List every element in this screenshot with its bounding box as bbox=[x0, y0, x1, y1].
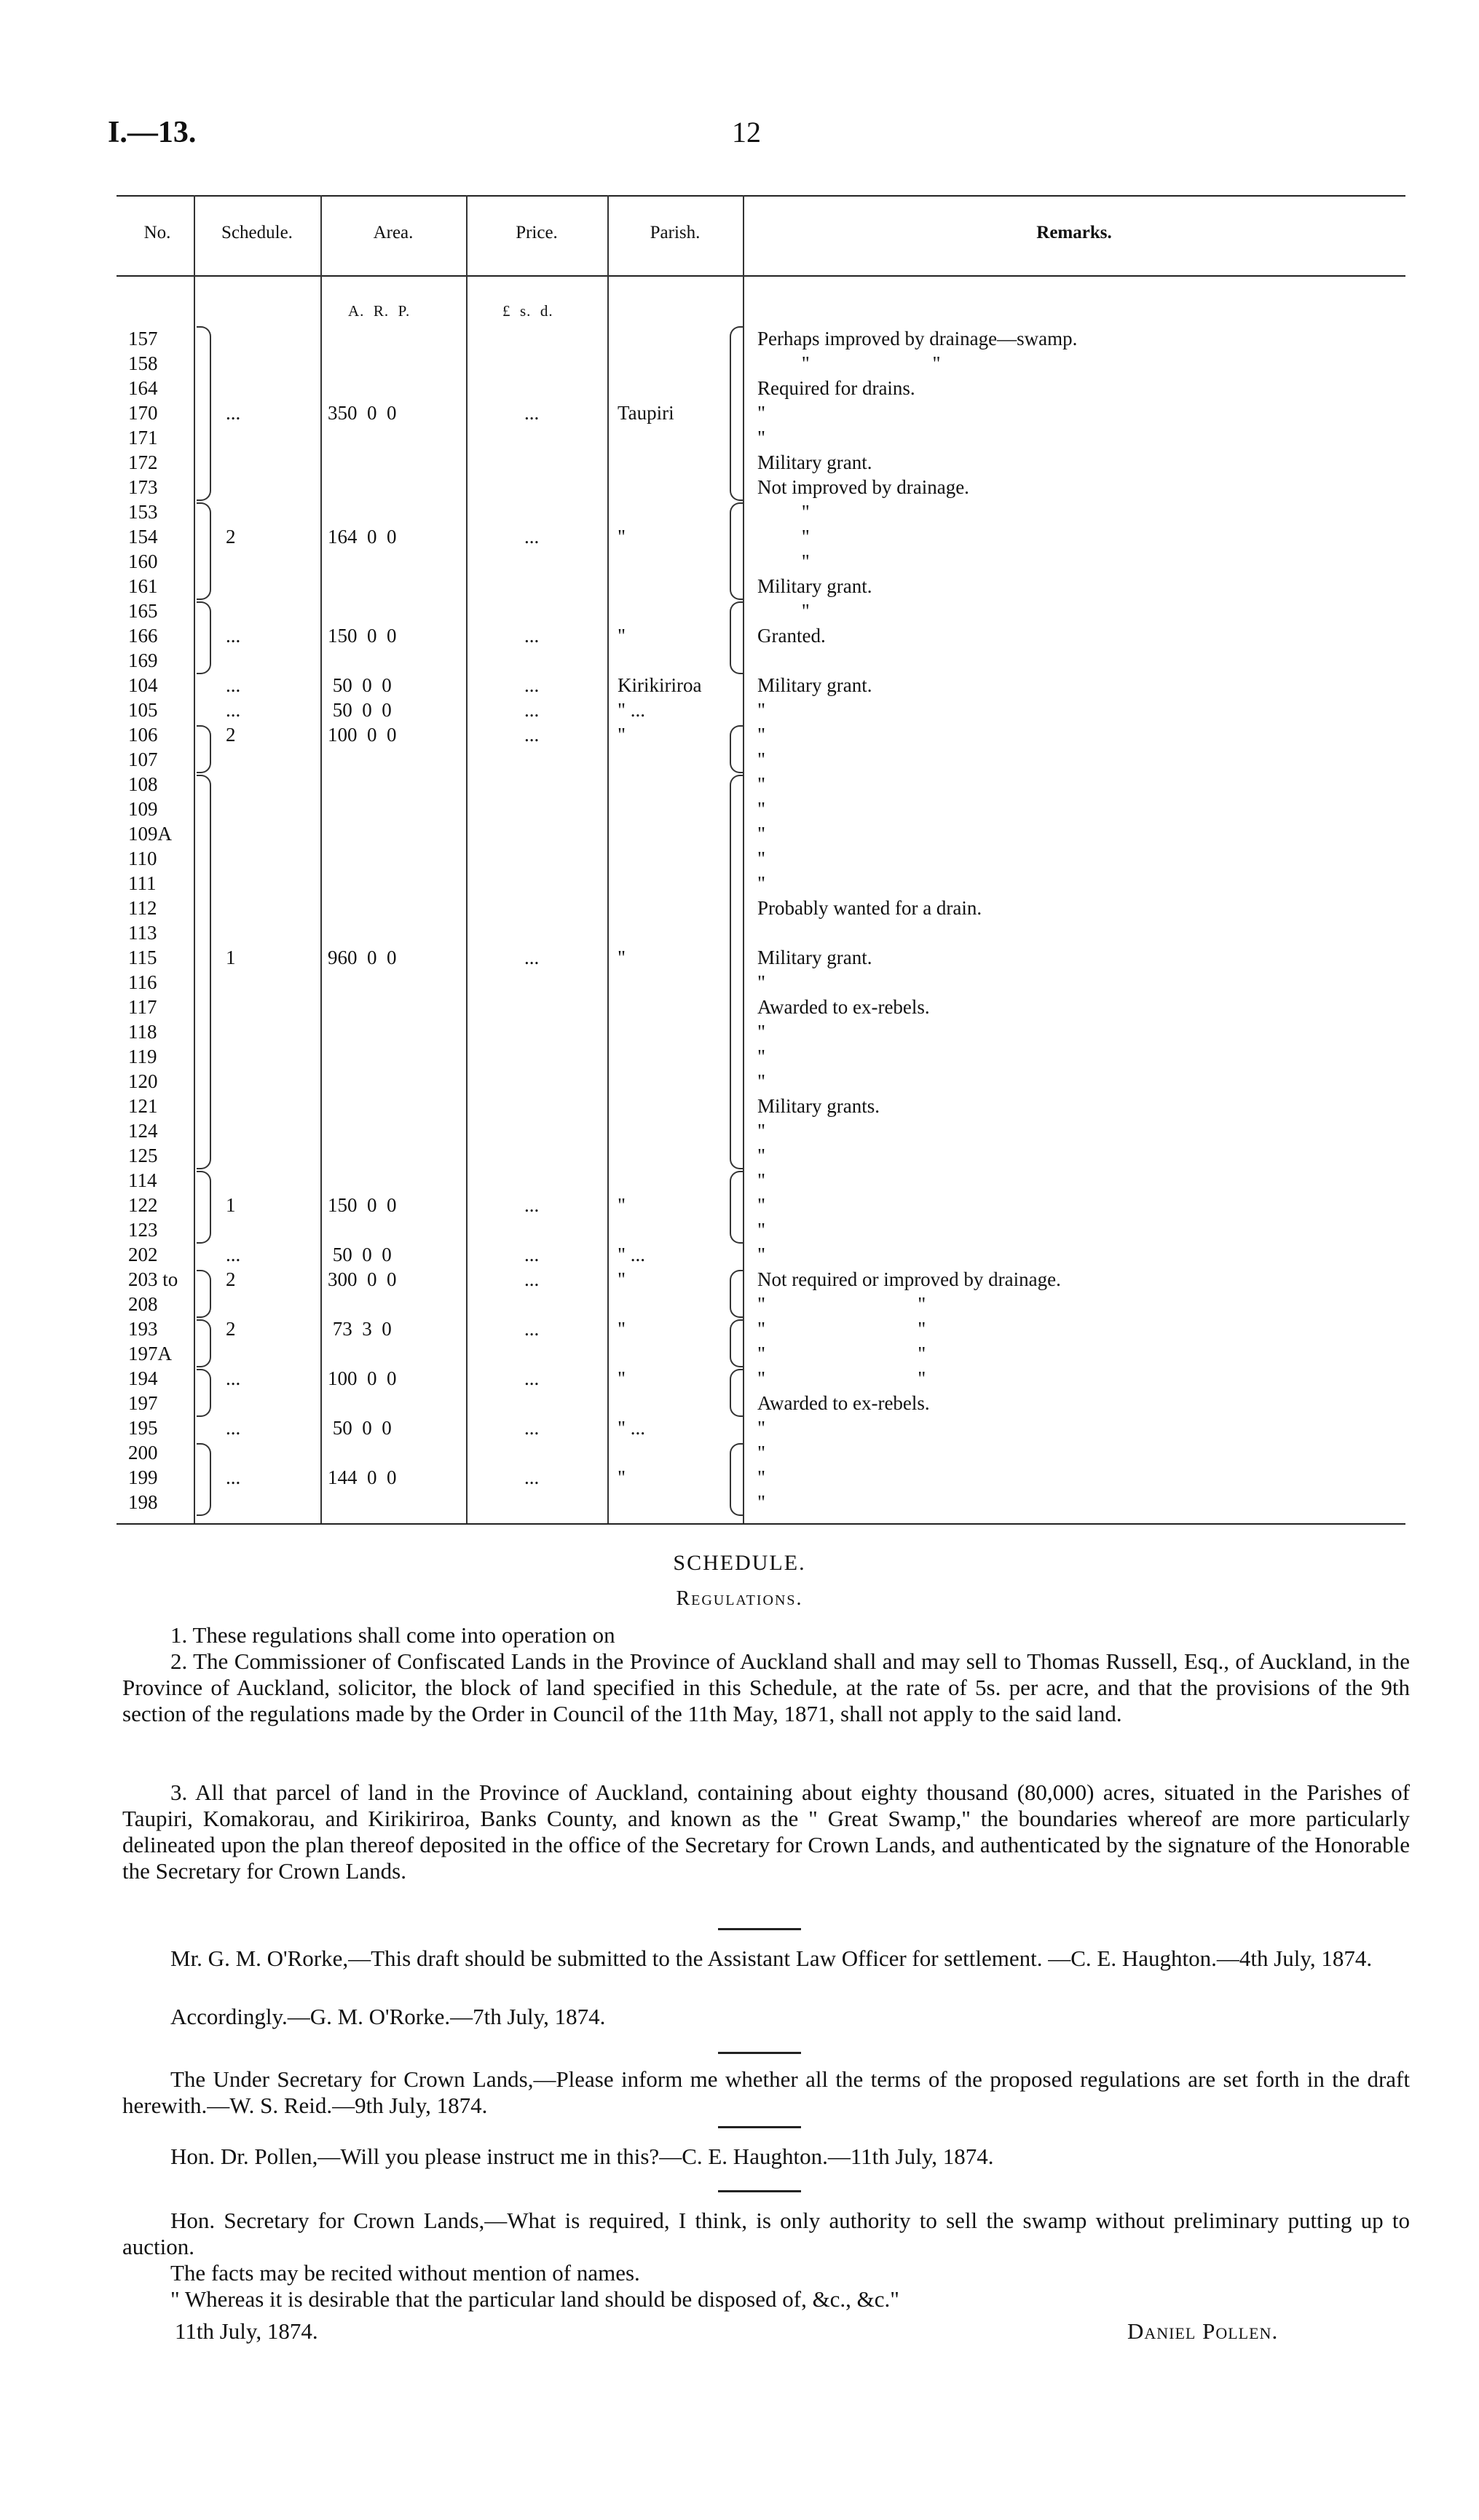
cell-no: 108 bbox=[128, 773, 158, 795]
cell-schedule: 2 bbox=[226, 724, 236, 746]
cell-no: 112 bbox=[128, 897, 157, 919]
cell-schedule: 2 bbox=[226, 1318, 236, 1340]
cell-remarks: Granted. bbox=[757, 625, 826, 647]
schedule-subtitle: Regulations. bbox=[676, 1587, 803, 1610]
cell-no: 195 bbox=[128, 1417, 158, 1439]
cell-schedule: ... bbox=[226, 699, 241, 721]
table-row bbox=[0, 1415, 1479, 1440]
cell-remarks: " bbox=[757, 1021, 766, 1043]
cell-no: 171 bbox=[128, 427, 158, 449]
cell-no: 164 bbox=[128, 377, 158, 399]
group-brace bbox=[730, 502, 744, 600]
cell-schedule: ... bbox=[226, 625, 241, 647]
cell-no: 123 bbox=[128, 1219, 158, 1241]
cell-area: 144 0 0 bbox=[328, 1466, 397, 1488]
cell-remarks: " bbox=[757, 872, 766, 894]
cell-area: 100 0 0 bbox=[328, 1367, 397, 1389]
cell-no: 115 bbox=[128, 947, 157, 968]
cell-area: 50 0 0 bbox=[328, 674, 392, 696]
cell-remarks: " bbox=[757, 724, 766, 746]
group-brace bbox=[197, 775, 211, 1169]
cell-no: 194 bbox=[128, 1367, 158, 1389]
cell-no: 117 bbox=[128, 996, 157, 1018]
cell-remarks: " " bbox=[757, 1318, 926, 1340]
cell-no: 124 bbox=[128, 1120, 158, 1142]
table-row bbox=[0, 673, 1479, 698]
cell-parish: " bbox=[618, 1194, 626, 1216]
cell-parish: " bbox=[618, 625, 626, 647]
cell-no: 109 bbox=[128, 798, 158, 820]
schedule-title: SCHEDULE. bbox=[673, 1551, 806, 1575]
cell-parish: " ... bbox=[618, 699, 646, 721]
cell-remarks: " bbox=[757, 1442, 766, 1464]
cell-parish: " ... bbox=[618, 1244, 646, 1265]
group-brace bbox=[197, 1270, 211, 1318]
cell-remarks: Awarded to ex-rebels. bbox=[757, 996, 930, 1018]
cell-no: 200 bbox=[128, 1442, 158, 1464]
cell-remarks: Not required or improved by drainage. bbox=[757, 1268, 1061, 1290]
cell-schedule: ... bbox=[226, 1466, 241, 1488]
cell-remarks: " bbox=[757, 1120, 766, 1142]
cell-area: 960 0 0 bbox=[328, 947, 397, 968]
cell-no: 113 bbox=[128, 922, 157, 944]
cell-price: ... bbox=[524, 724, 540, 746]
cell-price: ... bbox=[524, 1367, 540, 1389]
cell-remarks: " " bbox=[757, 1367, 926, 1389]
cell-price: ... bbox=[524, 526, 540, 548]
cell-no: 208 bbox=[128, 1293, 158, 1315]
cell-remarks: " " bbox=[757, 352, 941, 374]
cell-parish: " bbox=[618, 724, 626, 746]
cell-no: 153 bbox=[128, 501, 158, 523]
group-brace bbox=[730, 725, 744, 773]
cell-parish: " bbox=[618, 1318, 626, 1340]
group-brace bbox=[730, 1171, 744, 1244]
cell-price: ... bbox=[524, 1194, 540, 1216]
separator-rule bbox=[718, 2052, 801, 2054]
page-number: 12 bbox=[732, 116, 761, 149]
minute-facts: The facts may be recited without mention of names. bbox=[170, 2260, 640, 2286]
cell-remarks: Military grant. bbox=[757, 575, 872, 597]
cell-no: 193 bbox=[128, 1318, 158, 1340]
group-brace bbox=[197, 1443, 211, 1516]
cell-price: ... bbox=[524, 1466, 540, 1488]
cell-parish: Taupiri bbox=[618, 402, 674, 424]
group-brace bbox=[197, 1369, 211, 1417]
cell-remarks: " bbox=[757, 699, 766, 721]
regulation-1: 1. These regulations shall come into operation on bbox=[170, 1622, 615, 1648]
document-reference: I.—13. bbox=[108, 116, 197, 149]
cell-no: 202 bbox=[128, 1244, 158, 1265]
cell-remarks: " bbox=[757, 1417, 766, 1439]
minute-secretary: Hon. Secretary for Crown Lands,—What is required, I think, is only authority to sell the swamp without preliminary putting up to auction. bbox=[122, 2208, 1410, 2259]
cell-remarks: Perhaps improved by drainage—swamp. bbox=[757, 328, 1078, 349]
cell-price: ... bbox=[524, 402, 540, 424]
cell-area: 300 0 0 bbox=[328, 1268, 397, 1290]
group-brace bbox=[730, 1319, 744, 1367]
cell-parish: " ... bbox=[618, 1417, 646, 1439]
cell-no: 119 bbox=[128, 1046, 157, 1067]
group-brace bbox=[730, 1270, 744, 1318]
table-header-rule bbox=[117, 275, 1405, 277]
minute-whereas: " Whereas it is desirable that the particular land should be disposed of, &c., &c." bbox=[170, 2286, 899, 2312]
minute-pollen-request: Hon. Dr. Pollen,—Will you please instruct me in this?—C. E. Haughton.—11th July, 1874. bbox=[170, 2144, 994, 2169]
cell-parish: Kirikiriroa bbox=[618, 674, 702, 696]
cell-schedule: ... bbox=[226, 402, 241, 424]
minute-under-secretary: The Under Secretary for Crown Lands,—Please inform me whether all the terms of the proposed regulations are set forth in the draft herewith.—W. S. Reid.—9th July, 1874. bbox=[122, 2066, 1410, 2118]
cell-remarks: " bbox=[757, 1145, 766, 1166]
table-row bbox=[0, 1242, 1479, 1267]
group-brace bbox=[730, 1443, 744, 1516]
cell-schedule: 1 bbox=[226, 947, 236, 968]
cell-no: 107 bbox=[128, 749, 158, 770]
cell-schedule: 2 bbox=[226, 526, 236, 548]
cell-parish: " bbox=[618, 1466, 626, 1488]
col-header-schedule: Schedule. bbox=[221, 223, 293, 242]
col-header-parish: Parish. bbox=[650, 223, 701, 242]
cell-no: 157 bbox=[128, 328, 158, 349]
cell-price: ... bbox=[524, 625, 540, 647]
cell-no: 118 bbox=[128, 1021, 157, 1043]
regulation-2: 2. The Commissioner of Confiscated Lands in the Province of Auckland shall and may sell to Thomas Russell, Esq., of Auckland, in the Province of Auckland, solicitor, the block of land specified in this Schedule, at the rate of 5s. per acre, and that the provisions of the 9th section of the regulations made by the Order in Council of the 11th May, 1871, shall not apply to the said land. bbox=[122, 1648, 1410, 1726]
cell-no: 160 bbox=[128, 550, 158, 572]
col-header-no: No. bbox=[143, 223, 171, 242]
cell-area: 164 0 0 bbox=[328, 526, 397, 548]
cell-no: 154 bbox=[128, 526, 158, 548]
cell-schedule: ... bbox=[226, 1417, 241, 1439]
cell-no: 110 bbox=[128, 848, 157, 869]
cell-remarks: Military grant. bbox=[757, 451, 872, 473]
cell-remarks: " bbox=[757, 1466, 766, 1488]
cell-remarks: Military grants. bbox=[757, 1095, 880, 1117]
cell-area: 73 3 0 bbox=[328, 1318, 392, 1340]
group-brace bbox=[197, 725, 211, 773]
cell-no: 169 bbox=[128, 649, 158, 671]
separator-rule bbox=[718, 1928, 801, 1930]
cell-remarks: Military grant. bbox=[757, 947, 872, 968]
cell-parish: " bbox=[618, 526, 626, 548]
cell-remarks: " bbox=[757, 526, 810, 548]
price-units: £ s. d. bbox=[502, 302, 553, 320]
group-brace bbox=[197, 502, 211, 600]
table-top-rule bbox=[117, 195, 1405, 197]
cell-no: 197A bbox=[128, 1343, 172, 1364]
cell-remarks: Probably wanted for a drain. bbox=[757, 897, 982, 919]
cell-area: 150 0 0 bbox=[328, 625, 397, 647]
signature: Daniel Pollen. bbox=[1127, 2318, 1279, 2344]
cell-schedule: ... bbox=[226, 1244, 241, 1265]
group-brace bbox=[730, 601, 744, 674]
cell-remarks: " bbox=[757, 427, 766, 449]
cell-no: 199 bbox=[128, 1466, 158, 1488]
cell-no: 104 bbox=[128, 674, 158, 696]
cell-no: 122 bbox=[128, 1194, 158, 1216]
group-brace bbox=[197, 1319, 211, 1367]
cell-remarks: " bbox=[757, 798, 766, 820]
cell-no: 203 to bbox=[128, 1268, 178, 1290]
cell-schedule: 2 bbox=[226, 1268, 236, 1290]
cell-parish: " bbox=[618, 947, 626, 968]
cell-no: 170 bbox=[128, 402, 158, 424]
cell-area: 50 0 0 bbox=[328, 1244, 392, 1265]
cell-remarks: " bbox=[757, 1070, 766, 1092]
cell-area: 50 0 0 bbox=[328, 699, 392, 721]
cell-price: ... bbox=[524, 1318, 540, 1340]
minute-accordingly: Accordingly.—G. M. O'Rorke.—7th July, 1874. bbox=[170, 2004, 606, 2029]
cell-no: 114 bbox=[128, 1169, 157, 1191]
cell-remarks: " bbox=[757, 1194, 766, 1216]
cell-price: ... bbox=[524, 947, 540, 968]
cell-no: 172 bbox=[128, 451, 158, 473]
group-brace bbox=[730, 775, 744, 1169]
cell-remarks: Not improved by drainage. bbox=[757, 476, 969, 498]
cell-no: 161 bbox=[128, 575, 158, 597]
cell-no: 125 bbox=[128, 1145, 158, 1166]
cell-no: 109A bbox=[128, 823, 172, 845]
cell-remarks: " bbox=[757, 823, 766, 845]
group-brace bbox=[197, 326, 211, 501]
cell-remarks: " bbox=[757, 1169, 766, 1191]
cell-no: 105 bbox=[128, 699, 158, 721]
group-brace bbox=[197, 1171, 211, 1244]
cell-remarks: " bbox=[757, 773, 766, 795]
cell-remarks: " bbox=[757, 1219, 766, 1241]
cell-remarks: " bbox=[757, 550, 810, 572]
area-units: A. R. P. bbox=[348, 302, 411, 320]
cell-remarks: " bbox=[757, 1491, 766, 1513]
cell-no: 198 bbox=[128, 1491, 158, 1513]
cell-price: ... bbox=[524, 699, 540, 721]
group-brace bbox=[197, 601, 211, 674]
cell-no: 173 bbox=[128, 476, 158, 498]
separator-rule bbox=[718, 2190, 801, 2192]
cell-remarks: " bbox=[757, 600, 810, 622]
cell-no: 111 bbox=[128, 872, 157, 894]
cell-remarks: " bbox=[757, 971, 766, 993]
cell-parish: " bbox=[618, 1268, 626, 1290]
cell-remarks: " " bbox=[757, 1293, 926, 1315]
cell-area: 150 0 0 bbox=[328, 1194, 397, 1216]
cell-remarks: " bbox=[757, 1244, 766, 1265]
cell-schedule: ... bbox=[226, 1367, 241, 1389]
col-header-remarks: Remarks. bbox=[1036, 223, 1112, 242]
col-header-price: Price. bbox=[516, 223, 558, 242]
table-row bbox=[0, 698, 1479, 722]
cell-no: 197 bbox=[128, 1392, 158, 1414]
table-bottom-rule bbox=[117, 1523, 1405, 1525]
cell-schedule: ... bbox=[226, 674, 241, 696]
cell-parish: " bbox=[618, 1367, 626, 1389]
regulation-3: 3. All that parcel of land in the Province of Auckland, containing about eighty thousand (80,000) acres, situated in the Parishes of Taupiri, Komakorau, and Kirikiriroa, Banks County, and known as the " Great Swamp," the boundaries whereof are more particularly delineated upon the plan thereof deposited in the office of the Secretary for Crown Lands, and authenticated by the signature of the Honorable the Secretary for Crown Lands. bbox=[122, 1780, 1410, 1884]
cell-no: 158 bbox=[128, 352, 158, 374]
cell-price: ... bbox=[524, 1244, 540, 1265]
cell-area: 350 0 0 bbox=[328, 402, 397, 424]
cell-price: ... bbox=[524, 674, 540, 696]
cell-no: 121 bbox=[128, 1095, 158, 1117]
group-brace bbox=[730, 1369, 744, 1417]
group-brace bbox=[730, 326, 744, 501]
cell-price: ... bbox=[524, 1268, 540, 1290]
cell-area: 50 0 0 bbox=[328, 1417, 392, 1439]
cell-remarks: Military grant. bbox=[757, 674, 872, 696]
cell-no: 165 bbox=[128, 600, 158, 622]
minute-date: 11th July, 1874. bbox=[175, 2318, 318, 2344]
cell-remarks: Awarded to ex-rebels. bbox=[757, 1392, 930, 1414]
cell-no: 120 bbox=[128, 1070, 158, 1092]
cell-remarks: " " bbox=[757, 1343, 926, 1364]
cell-no: 106 bbox=[128, 724, 158, 746]
cell-remarks: " bbox=[757, 402, 766, 424]
cell-remarks: Required for drains. bbox=[757, 377, 915, 399]
cell-remarks: " bbox=[757, 501, 810, 523]
cell-no: 116 bbox=[128, 971, 157, 993]
cell-remarks: " bbox=[757, 749, 766, 770]
cell-remarks: " bbox=[757, 1046, 766, 1067]
minute-orourke: Mr. G. M. O'Rorke,—This draft should be submitted to the Assistant Law Officer for settlement. —C. E. Haughton.—4th July, 1874. bbox=[170, 1946, 1373, 1971]
cell-remarks: " bbox=[757, 848, 766, 869]
col-header-area: Area. bbox=[373, 223, 414, 242]
separator-rule bbox=[718, 2126, 801, 2128]
cell-no: 166 bbox=[128, 625, 158, 647]
cell-price: ... bbox=[524, 1417, 540, 1439]
cell-area: 100 0 0 bbox=[328, 724, 397, 746]
cell-schedule: 1 bbox=[226, 1194, 236, 1216]
